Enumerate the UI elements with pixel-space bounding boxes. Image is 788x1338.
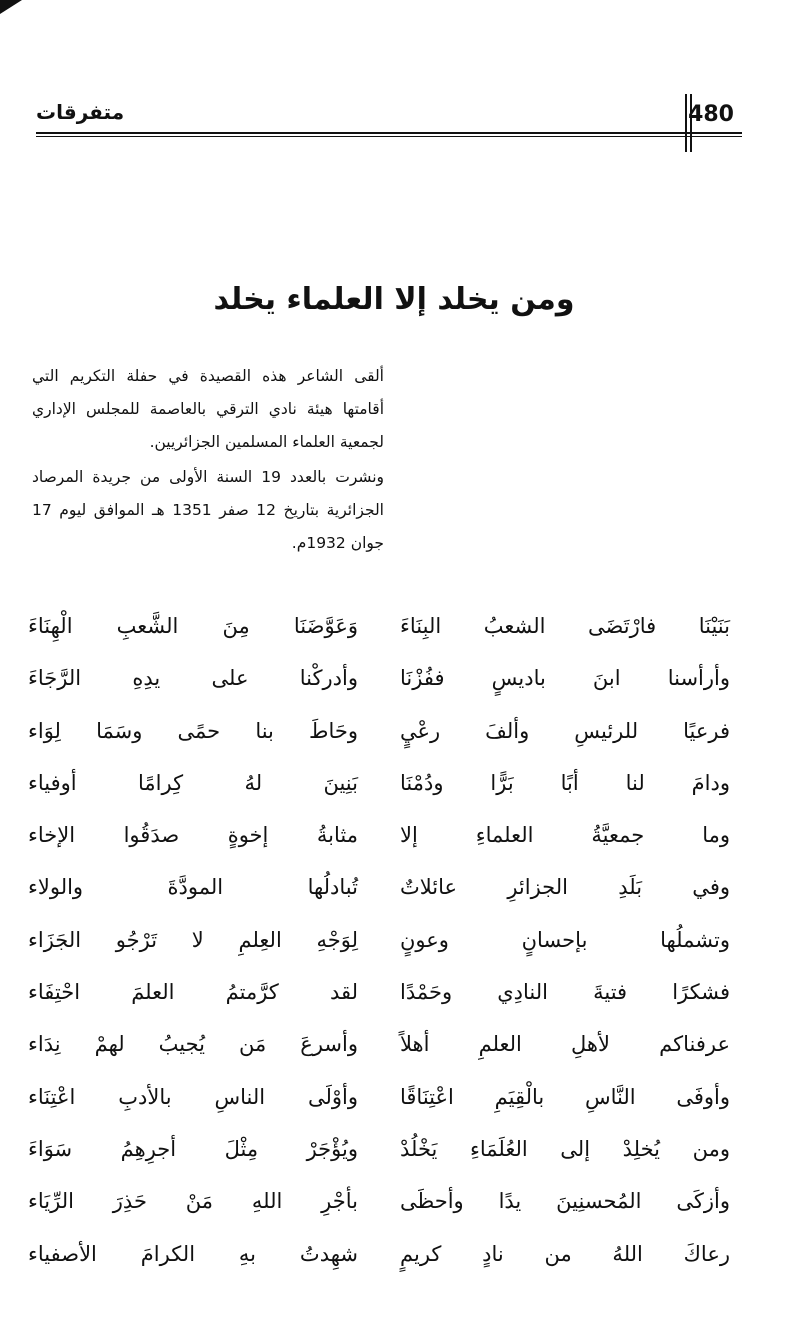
- verse: [0, 972, 788, 1024]
- verse-second-hemistich: تُبادلُها المودَّةَ والولاء: [28, 875, 358, 900]
- verse: [0, 1077, 788, 1129]
- verse: [0, 1024, 788, 1076]
- verse: [0, 867, 788, 919]
- poem: [0, 606, 788, 1286]
- verse-second-hemistich: وأسرعَ مَن يُجيبُ لهمْ نِدَاء: [28, 1032, 358, 1057]
- header-rule: [36, 132, 742, 137]
- verse-second-hemistich: بَنِينَ لهُ كِرامًا أوفياء: [28, 770, 358, 795]
- verse-first-hemistich: وتشملُها بإحسانٍ وعونٍ: [400, 927, 730, 952]
- page-number: 480: [688, 102, 734, 127]
- verse-first-hemistich: وأوفَى النَّاسِ بالْقِيَمِ اعْتِنَاقًا: [400, 1084, 730, 1109]
- verse-first-hemistich: بَنَيْنَا فارْتَضَى الشعبُ البِنَاءَ: [400, 614, 730, 638]
- verse: [0, 763, 788, 815]
- header-divider: [685, 94, 692, 152]
- intro-paragraph: ونشرت بالعدد 19 السنة الأولى من جريدة المرصاد الجزائرية بتاريخ 12 صفر 1351 هـ الموافق ليوم 17 جوان 1932م.: [32, 468, 385, 552]
- verse-first-hemistich: وأزكَى المُحسنِينَ يدًا وأحظَى: [400, 1189, 730, 1214]
- verse-first-hemistich: وما جمعيَّةُ العلماءِ إلا: [400, 823, 730, 848]
- verse-second-hemistich: وَعَوَّضَنَا مِنَ الشَّعبِ الْهِنَاءَ: [28, 614, 358, 638]
- verse-first-hemistich: ومن يُخلِدْ إلى العُلَمَاءِ يَخْلُدْ: [400, 1136, 730, 1161]
- verse-second-hemistich: ويُؤْجَرْ مِثْلَ أجرِهِمُ سَوَاءَ: [28, 1136, 358, 1161]
- verse: [0, 1234, 788, 1286]
- verse: [0, 711, 788, 763]
- verse-second-hemistich: شهِدتُ بهِ الكرامَ الأصفياء: [28, 1241, 358, 1266]
- verse: [0, 1129, 788, 1181]
- verse: [0, 1181, 788, 1233]
- verse-first-hemistich: رعاكَ اللهُ من نادٍ كريمٍ: [400, 1241, 730, 1266]
- verse-first-hemistich: فشكرًا فتيةَ النادِي وحَمْدًا: [400, 980, 730, 1005]
- verse-first-hemistich: ودامَ لنا أبًا بَرًّا ودُمْنَا: [400, 770, 730, 795]
- verse-second-hemistich: بأجْرِ اللهِ مَنْ حَذِرَ الرِّيَاء: [28, 1189, 358, 1214]
- running-head: متفرقات: [36, 100, 125, 124]
- verse: [0, 658, 788, 710]
- verse-first-hemistich: فرعيًا للرئيسِ وألفَ رعْيٍ: [400, 718, 730, 743]
- verse-second-hemistich: وأدركْنا على يدِهِ الرَّجَاءَ: [28, 666, 358, 691]
- verse-first-hemistich: وأرأسنا ابنَ باديسٍ ففُزْنَا: [400, 666, 730, 691]
- page-header: [36, 92, 742, 142]
- poem-title: ومن يخلد إلا العلماء يخلد: [213, 282, 575, 317]
- verse-second-hemistich: وأوْلَى الناسِ بالأدبِ اعْتِنَاء: [28, 1084, 358, 1109]
- verse: [0, 920, 788, 972]
- verse-first-hemistich: عرفناكم لأهلِ العلمِ أهلاً: [400, 1032, 730, 1057]
- verse-first-hemistich: وفي بَلَدِ الجزائرِ عائلاتٌ: [400, 875, 730, 900]
- verse: [0, 815, 788, 867]
- verse-second-hemistich: لِوَجْهِ العِلمِ لا تَرْجُو الجَزَاء: [28, 927, 358, 952]
- verse: [0, 606, 788, 658]
- intro-note: [32, 360, 384, 562]
- verse-second-hemistich: لقد كرَّمتمُ العلمَ احْتِفَاء: [28, 980, 358, 1005]
- verse-second-hemistich: مثابةُ إخوةٍ صدَقُوا الإخاء: [28, 823, 358, 848]
- intro-paragraph: ألقى الشاعر هذه القصيدة في حفلة التكريم التي أقامتها هيئة نادي الترقي بالعاصمة للمجلس الإداري لجمعية العلماء المسلمين الجزائريين.: [32, 367, 384, 451]
- scan-corner-mark: [0, 0, 22, 14]
- verse-second-hemistich: وحَاطَ بنا حمًى وسَمَا لِوَاء: [28, 718, 358, 743]
